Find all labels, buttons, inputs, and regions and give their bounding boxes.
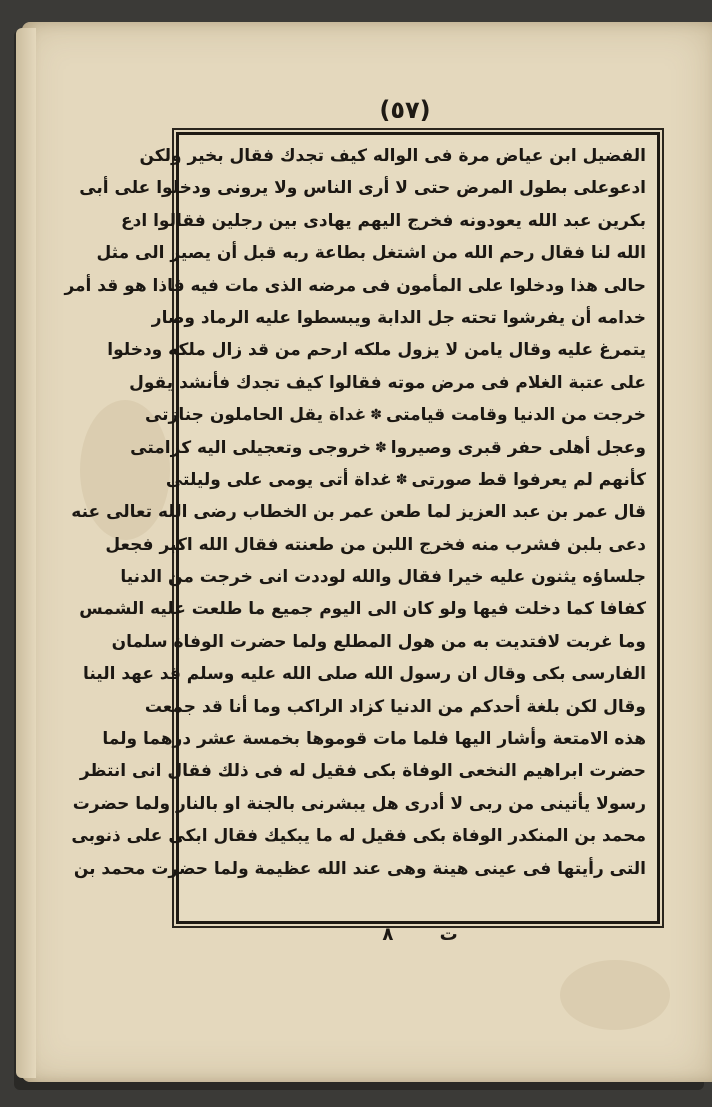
text-line: على عتبة الغلام فى مرض موته فقالوا كيف تجدك فأنشد يقول [129,372,646,393]
verse-line [165,464,646,496]
text-line: هذه الامتعة وأشار اليها فلما مات قوموها بخمسة عشر درهما ولما [102,729,646,750]
page-edge [16,28,36,1078]
verse-left-hemistich: غداة أتى يومى على وليلتى [165,469,392,490]
text-line: جلساؤه يثنون عليه خيرا فقال والله لوددت انى خرجت من الدنيا [120,567,646,588]
text-line: كفافا كما دخلت فيها ولو كان الى اليوم جميع ما طلعت عليه الشمس [79,599,646,620]
text-line: دعى بلبن فشرب منه فخرج اللبن من طعنته فقال الله اكبر فجعل [105,534,646,555]
text-line: وما غربت لافتديت به من هول المطلع ولما حضرت الوفاة سلمان [111,631,646,652]
text-line: قال عمر بن عبد العزيز لما طعن عمر بن الخطاب رضى الله تعالى عنه [71,502,646,523]
verse-right-hemistich: وعجل أهلى حفر قبرى وصيروا [390,437,646,458]
verse-line [144,399,646,431]
text-line: الفارسى بكى وقال ان رسول الله صلى الله عليه وسلم قد عهد الينا [82,664,646,685]
verse-left-hemistich: غداة يقل الحاملون جنازتى [144,405,367,426]
text-line: وقال لكن بلغة أحدكم من الدنيا كزاد الراكب وما أنا قد جمعت [144,696,646,717]
verse-line [130,432,646,464]
text-block [64,140,646,885]
text-line: حالى هذا ودخلوا على المأمون فى مرضه الذى مات فيه فاذا هو قد أمر [64,275,646,296]
text-line: محمد بن المنكدر الوفاة بكى فقيل له ما يبكيك فقال ابكى على ذنوبى [71,826,646,847]
paper-stain [560,960,670,1030]
text-line: التى رأيتها فى عينى هينة وهى عند الله عظيمة ولما حضرت محمد بن [73,858,646,879]
text-line: حضرت ابراهيم النخعى الوفاة بكى فقيل له فى ذلك فقال انى انتظر [79,761,646,782]
verse-separator-icon: ✽ [395,471,408,488]
text-line: رسولا يأتينى من ربى لا أدرى هل يبشرنى بالجنة او بالنار ولما حضرت [72,793,646,814]
text-line: الفضيل ابن عياض مرة فى الواله كيف تجدك فقال بخير ولكن [139,146,646,166]
text-line: بكرين عبد الله يعودونه فخرج اليهم يهادى بين رجلين فقالوا ادع [121,210,646,231]
text-line: خدامه أن يفرشوا تحته جل الدابة ويبسطوا عليه الرماد وصار [151,307,646,328]
signature-mark: ت ٨ [382,924,458,945]
verse-left-hemistich: خروجى وتعجيلى اليه كرامتى [130,437,372,458]
verse-right-hemistich: خرجت من الدنيا وقامت قيامتى [385,405,646,426]
verse-right-hemistich: كأنهم لم يعرفوا قط صورتى [411,469,646,490]
text-line: يتمرغ عليه وقال يامن لا يزول ملكه ارحم من قد زال ملكه ودخلوا [107,340,646,361]
verse-separator-icon: ✽ [375,439,387,456]
text-line: الله لنا فقال رحم الله من اشتغل بطاعة ربه قبل أن يصير الى مثل [96,243,646,264]
verse-separator-icon: ✽ [370,407,382,424]
text-line: ادعوعلى بطول المرض حتى لا أرى الناس ولا يرونى ودخلوا على أبى [79,178,646,199]
page-number: (٥٧) [379,96,431,124]
